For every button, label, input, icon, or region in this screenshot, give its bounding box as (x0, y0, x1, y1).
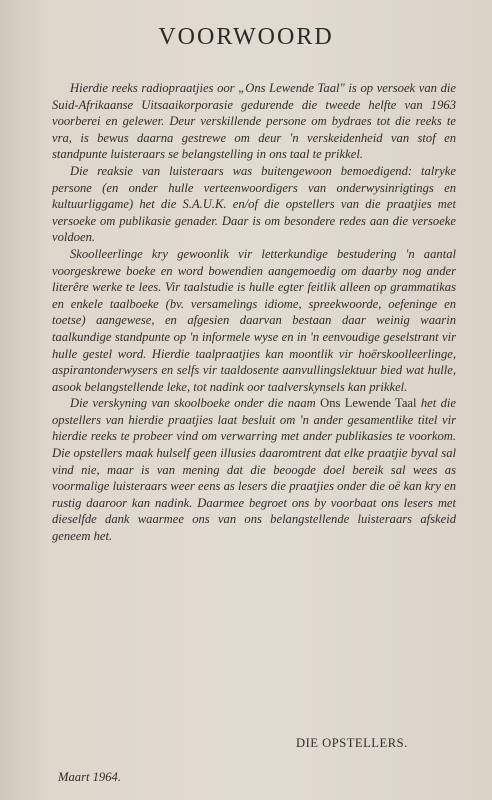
date-line: Maart 1964. (58, 770, 121, 784)
page-title: VOORWOORD (158, 24, 334, 50)
foreword-body (52, 80, 456, 545)
paragraph-4 (52, 395, 456, 544)
signature: DIE OPSTELLERS. (296, 736, 408, 750)
series-name: Ons Lewende Taal (320, 396, 417, 411)
paragraph-2: Die reaksie van luisteraars was buitengewoon bemoedigend: talryke persone (en onder hulle verteenwoordigers van onderwysinrigtings en kultuurliggame) het die S.A.U.K. en/of die opstellers van die praatjies met versoeke om publikasie genader. Daar is om besondere redes aan die versoeke voldoen. (52, 163, 456, 245)
paragraph-4-rest: het die opstellers van hierdie praatjies laat besluit om 'n ander gesamentlike titel vir hierdie reeks te probeer vind om verwarring met ander publikasies te voorkom. Die opstellers maak hulself geen illusies daaromtrent dat elke praatjie byval sal vind nie, maar is van mening dat die beoogde doel bereik sal wees as voormalige luisteraars weer eens as lesers die praatjies onder die oë kan kry en rustig daaroor kan nadink. Daarmee begroet ons by voorbaat ons lesers met dieselfde dank waarmee ons van ons belangstellende luisteraars afskeid geneem het. (52, 396, 456, 544)
paragraph-1: Hierdie reeks radiopraatjies oor „Ons Lewende Taal" is op versoek van die Suid-Afrikaanse Uitsaaikorporasie gedurende die tweede helfte van 1963 voorberei en gelewer. Deur verskillende persone om bydraes tot die reeks te vra, is bewus daarna gestrewe om deur 'n verskeidenheid van stof en standpunte luisteraars se belangstelling in ons taal te prikkel. (52, 81, 456, 162)
paragraph-3: Skoolleerlinge kry gewoonlik vir letterkundige bestudering 'n aantal voorgeskrewe boeke en word bowendien aangemoedig om daarby nog ander literêre werke te lees. Vir taalstudie is hulle egter feitlik alleen op grammatikas en enkele taalboeke (bv. versamelings idiome, spreekwoorde, oefeninge en toetse) aangewese, en afgesien daarvan bestaan daar weinig waarin taalkundige standpunte op 'n informele wyse en in 'n eenvoudige geselstrant vir hulle gestel word. Hierdie taalpraatjies kan moontlik vir hoërskoolleerlinge, aspirantonderwysers en selfs vir taaldosente aanvullingslektuur bied wat hulle, asook belangstellende leke, tot nadink oor taalverskynsels kan prikkel. (52, 246, 456, 394)
paragraph-4-lead: Die verskyning van skoolboeke onder die naam (70, 396, 321, 411)
